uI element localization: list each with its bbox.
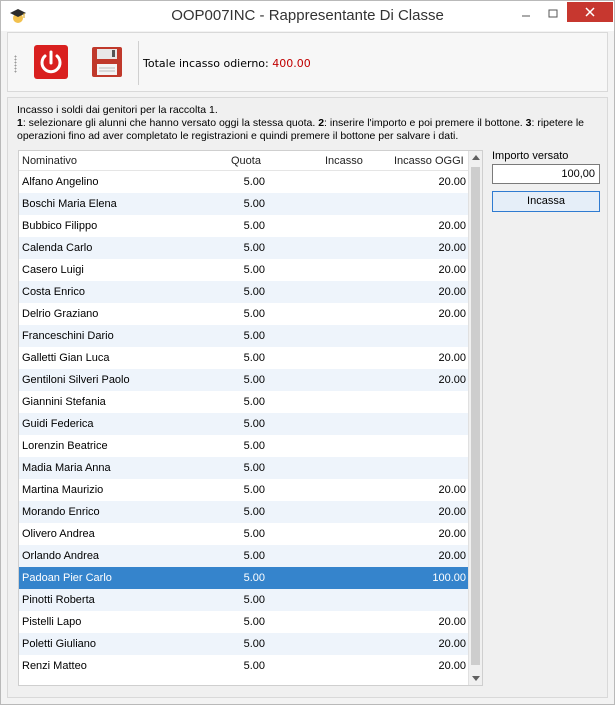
cell-incasso-oggi: 20.00 — [438, 352, 466, 364]
cell-nominativo: Martina Maurizio — [22, 484, 104, 496]
cell-nominativo: Pinotti Roberta — [22, 594, 95, 606]
table-row[interactable] — [19, 655, 468, 677]
cell-incasso-oggi: 20.00 — [438, 484, 466, 496]
cell-nominativo: Renzi Matteo — [22, 660, 87, 672]
cell-incasso-oggi: 20.00 — [438, 264, 466, 276]
cell-nominativo: Boschi Maria Elena — [22, 198, 117, 210]
floppy-disk-icon — [88, 43, 126, 81]
totale-value: 400.00 — [272, 57, 311, 70]
cell-quota: 5.00 — [243, 220, 265, 232]
cell-incasso-oggi: 20.00 — [438, 242, 466, 254]
power-button[interactable] — [32, 43, 70, 81]
main-panel — [7, 97, 608, 698]
step3-text: : ripetere le operazioni fino ad aver completato le registrazioni e quindi premere il bottone per salvare i dati. — [17, 117, 585, 142]
close-icon — [567, 2, 613, 22]
close-button[interactable] — [567, 2, 613, 22]
step2-number: 2 — [318, 117, 325, 129]
cell-nominativo: Morando Enrico — [22, 506, 100, 518]
table-row[interactable] — [19, 413, 468, 435]
table-row[interactable] — [19, 567, 468, 589]
cell-nominativo: Poletti Giuliano — [22, 638, 96, 650]
toolbar — [7, 32, 608, 92]
step3-number: 3 — [525, 117, 532, 129]
cell-incasso-oggi: 20.00 — [438, 286, 466, 298]
cell-nominativo: Delrio Graziano — [22, 308, 99, 320]
table-row[interactable] — [19, 171, 468, 193]
step1-number: 1 — [17, 117, 23, 129]
cell-quota: 5.00 — [243, 264, 265, 276]
title-bar — [1, 1, 614, 31]
table-row[interactable] — [19, 303, 468, 325]
table-row[interactable] — [19, 479, 468, 501]
cell-quota: 5.00 — [243, 198, 265, 210]
vertical-scrollbar[interactable] — [468, 151, 482, 685]
cell-quota: 5.00 — [243, 440, 265, 452]
cell-incasso-oggi: 20.00 — [438, 616, 466, 628]
cell-quota: 5.00 — [243, 638, 265, 650]
table-row[interactable] — [19, 457, 468, 479]
cell-quota: 5.00 — [243, 286, 265, 298]
cell-quota: 5.00 — [243, 462, 265, 474]
table-row[interactable] — [19, 523, 468, 545]
table-row[interactable] — [19, 281, 468, 303]
cell-incasso-oggi: 20.00 — [438, 308, 466, 320]
cell-quota: 5.00 — [243, 308, 265, 320]
cell-nominativo: Alfano Angelino — [22, 176, 99, 188]
totale-label: Totale incasso odierno: — [143, 57, 269, 70]
table-row[interactable] — [19, 611, 468, 633]
instructions-title: Incasso i soldi dai genitori per la raccolta 1. — [17, 104, 218, 116]
cell-incasso-oggi: 20.00 — [438, 550, 466, 562]
grid-rows — [19, 171, 468, 677]
incassa-button[interactable]: Incassa — [492, 191, 600, 212]
cell-nominativo: Pistelli Lapo — [22, 616, 82, 628]
cell-quota: 5.00 — [243, 396, 265, 408]
power-icon — [32, 43, 70, 81]
table-row[interactable] — [19, 259, 468, 281]
cell-nominativo: Guidi Federica — [22, 418, 94, 430]
cell-quota: 5.00 — [243, 528, 265, 540]
cell-incasso-oggi: 20.00 — [438, 176, 466, 188]
cell-quota: 5.00 — [243, 594, 265, 606]
cell-quota: 5.00 — [243, 242, 265, 254]
table-row[interactable] — [19, 589, 468, 611]
grid-header — [19, 151, 468, 171]
cell-incasso-oggi: 100.00 — [432, 572, 466, 584]
window-title: OOP007INC - Rappresentante Di Classe — [171, 7, 444, 24]
header-quota[interactable]: Quota — [231, 155, 261, 167]
header-incasso[interactable]: Incasso — [325, 155, 363, 167]
cell-incasso-oggi: 20.00 — [438, 506, 466, 518]
cell-incasso-oggi: 20.00 — [438, 528, 466, 540]
table-row[interactable] — [19, 193, 468, 215]
cell-quota: 5.00 — [243, 550, 265, 562]
cell-nominativo: Giannini Stefania — [22, 396, 106, 408]
cell-nominativo: Olivero Andrea — [22, 528, 95, 540]
table-row[interactable] — [19, 237, 468, 259]
cell-quota: 5.00 — [243, 572, 265, 584]
minimize-button[interactable] — [513, 5, 539, 25]
scroll-down-arrow-icon[interactable] — [472, 676, 480, 681]
cell-nominativo: Gentiloni Silveri Paolo — [22, 374, 130, 386]
table-row[interactable] — [19, 325, 468, 347]
cell-quota: 5.00 — [243, 506, 265, 518]
step2-text: : inserire l'importo e poi premere il bottone. — [324, 117, 526, 129]
cell-nominativo: Lorenzin Beatrice — [22, 440, 108, 452]
cell-incasso-oggi: 20.00 — [438, 220, 466, 232]
scrollbar-thumb[interactable] — [471, 167, 480, 665]
instructions-steps — [17, 117, 602, 143]
cell-nominativo: Costa Enrico — [22, 286, 85, 298]
cell-incasso-oggi: 20.00 — [438, 660, 466, 672]
table-row[interactable] — [19, 435, 468, 457]
table-row[interactable] — [19, 633, 468, 655]
step1-text: : selezionare gli alunni che hanno versato oggi la stessa quota. — [22, 117, 319, 129]
cell-quota: 5.00 — [243, 418, 265, 430]
importo-input[interactable] — [492, 164, 600, 184]
toolbar-separator — [138, 41, 139, 85]
table-row[interactable] — [19, 347, 468, 369]
maximize-button[interactable] — [540, 5, 566, 25]
cell-nominativo: Calenda Carlo — [22, 242, 93, 254]
table-row[interactable] — [19, 545, 468, 567]
header-nominativo[interactable]: Nominativo — [22, 155, 78, 167]
totale-incasso — [143, 57, 311, 70]
table-row[interactable] — [19, 215, 468, 237]
cell-nominativo: Franceschini Dario — [22, 330, 114, 342]
instructions — [17, 104, 602, 143]
cell-incasso-oggi: 20.00 — [438, 638, 466, 650]
students-grid[interactable] — [18, 150, 483, 686]
cell-nominativo: Padoan Pier Carlo — [22, 572, 112, 584]
cell-quota: 5.00 — [243, 176, 265, 188]
cell-nominativo: Madia Maria Anna — [22, 462, 111, 474]
cell-quota: 5.00 — [243, 374, 265, 386]
cell-quota: 5.00 — [243, 352, 265, 364]
header-incasso-oggi[interactable]: Incasso OGGI — [394, 155, 464, 167]
cell-nominativo: Casero Luigi — [22, 264, 84, 276]
toolbar-grip[interactable] — [14, 55, 17, 73]
table-row[interactable] — [19, 501, 468, 523]
importo-label: Importo versato — [492, 150, 569, 162]
table-row[interactable] — [19, 369, 468, 391]
scroll-up-arrow-icon[interactable] — [472, 155, 480, 160]
cell-quota: 5.00 — [243, 330, 265, 342]
cell-nominativo: Orlando Andrea — [22, 550, 100, 562]
cell-quota: 5.00 — [243, 660, 265, 672]
cell-incasso-oggi: 20.00 — [438, 374, 466, 386]
cell-quota: 5.00 — [243, 616, 265, 628]
save-button[interactable] — [88, 43, 126, 81]
cell-quota: 5.00 — [243, 484, 265, 496]
cell-nominativo: Bubbico Filippo — [22, 220, 98, 232]
cell-nominativo: Galletti Gian Luca — [22, 352, 110, 364]
table-row[interactable] — [19, 391, 468, 413]
